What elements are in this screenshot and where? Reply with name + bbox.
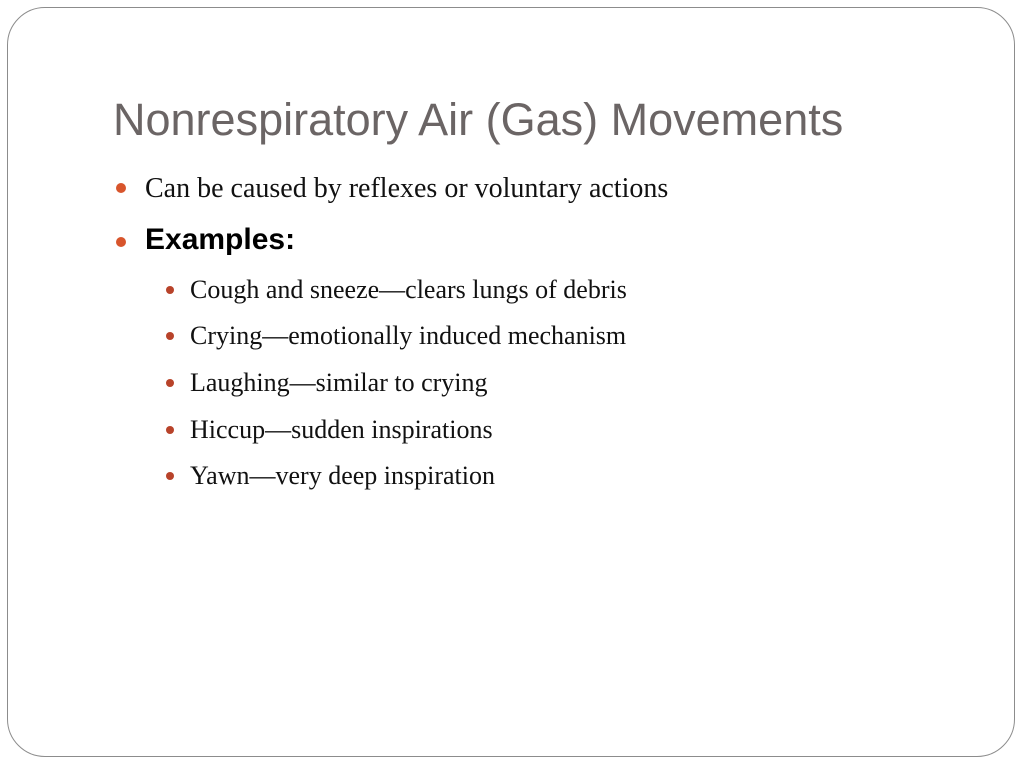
sub-bullet-text: Hiccup—sudden inspirations [190,415,493,444]
sub-bullet-text: Cough and sneeze—clears lungs of debris [190,275,627,304]
sub-bullet-dot-icon [166,472,174,480]
sub-bullet-dot-icon [166,379,174,387]
sub-bullet-text: Laughing—similar to crying [190,368,488,397]
sub-bullet-dot-icon [166,332,174,340]
bullet-dot-icon [116,183,126,193]
sub-bullet-text: Crying—emotionally induced mechanism [190,321,627,350]
bullet-text: Examples: [145,223,296,256]
sub-bullet-dot-icon [166,286,174,294]
sub-bullet-text: Yawn—very deep inspiration [190,461,495,490]
bullet-dot-icon [116,237,126,247]
bullet-text: Can be caused by reflexes or voluntary actions [145,173,669,204]
slide-title: Nonrespiratory Air (Gas) Movements [113,94,844,145]
sub-bullet-dot-icon [166,426,174,434]
